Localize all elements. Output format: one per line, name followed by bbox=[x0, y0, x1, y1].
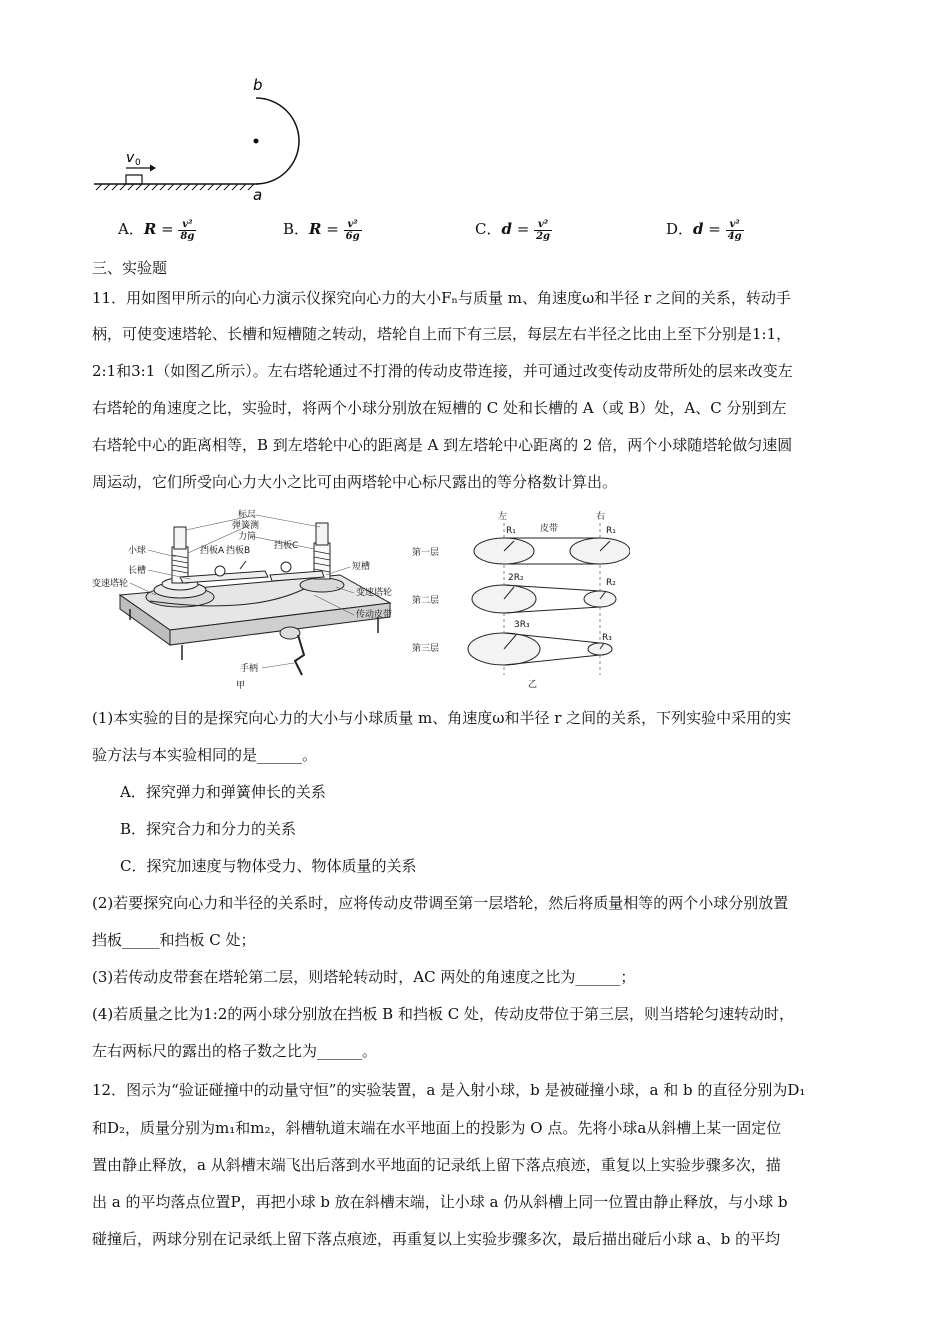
q12-line-4: 出 a 的平均落点位置P，再把小球 b 放在斜槽末端，让小球 a 仍从斜槽上同一位置由静止释放，与小球 b bbox=[92, 1193, 788, 1211]
q11-line-4: 右塔轮的角速度之比，实验时，将两个小球分别放在短槽的 C 处和长槽的 A（或 B）处，A、C 分别到左 bbox=[92, 399, 787, 417]
label-layer-2: 第二层 bbox=[412, 596, 440, 606]
label-r1-left: R₁ bbox=[506, 526, 516, 536]
label-a: a bbox=[253, 186, 263, 202]
label-r2-right: R₂ bbox=[606, 578, 616, 588]
q11-choice-c[interactable]: C．探究加速度与物体受力、物体质量的关系 bbox=[120, 857, 417, 875]
figure-track bbox=[90, 72, 320, 202]
q12-line-2: 和D₂，质量分别为m₁和m₂，斜槽轨道末端在水平地面上的投影为 O 点。先将小球a从斜槽上某一固定位 bbox=[92, 1119, 782, 1137]
q11-sub1-line-1: (1)本实验的目的是探究向心力的大小与小球质量 m、角速度ω和半径 r 之间的关系，下列实验中采用的实 bbox=[92, 709, 792, 727]
q11-line-3: 2:1和3:1（如图乙所示）。左右塔轮通过不打滑的传动皮带连接，并可通过改变传动皮带所处的层来改变左 bbox=[92, 362, 793, 380]
figure-jia-apparatus bbox=[90, 505, 410, 695]
figure-yi-pulleys bbox=[410, 505, 630, 695]
option-a[interactable]: A．R = $\frac{\text{v²}}{8g}$ bbox=[118, 218, 195, 242]
section-title: 三、实验题 bbox=[92, 259, 168, 277]
q11-line-5: 右塔轮中心的距离相等，B 到左塔轮中心的距离是 A 到左塔轮中心距离的 2 倍，两个小球随塔轮做匀速圆 bbox=[92, 436, 793, 454]
label-left: 左 bbox=[498, 512, 508, 522]
q11-sub4-line-2: 左右两标尺的露出的格子数之比为______。 bbox=[92, 1042, 378, 1060]
label-xiaoqiu: 小球 bbox=[128, 546, 147, 556]
label-duancao: 短槽 bbox=[352, 562, 371, 572]
q11-sub4-line-1: (4)若质量之比为1:2的两小球分别放在挡板 B 和挡板 C 处，传动皮带位于第三层，则当塔轮匀速转动时， bbox=[92, 1005, 794, 1023]
q11-line-2: 柄，可使变速塔轮、长槽和短槽随之转动，塔轮自上而下有三层，每层左右半径之比由上至下分别是1:1， bbox=[92, 325, 792, 343]
q12-line-5: 碰撞后，两球分别在记录纸上留下落点痕迹，再重复以上实验步骤多次，最后描出碰后小球 a、b 的平均 bbox=[92, 1230, 781, 1248]
label-right: 右 bbox=[596, 512, 606, 522]
label-dangban-b: 挡板B bbox=[226, 546, 251, 556]
q12-line-1: 12．图示为“验证碰撞中的动量守恒”的实验装置，a 是入射小球，b 是被碰撞小球，a 和 b 的直径分别为D₁ bbox=[92, 1081, 806, 1099]
label-dangban-c: 挡板C bbox=[274, 541, 299, 551]
label-shoubing: 手柄 bbox=[240, 664, 259, 674]
q11-choice-a[interactable]: A．探究弹力和弹簧伸长的关系 bbox=[120, 783, 326, 801]
label-changcao: 长槽 bbox=[128, 566, 147, 576]
option-d[interactable]: D．d = $\frac{\text{v²}}{4g}$ bbox=[666, 218, 742, 242]
label-r2-left: 2R₂ bbox=[508, 573, 524, 583]
label-biansu-left: 变速塔轮 bbox=[92, 579, 129, 589]
q11-line-1: 11．用如图甲所示的向心力演示仪探究向心力的大小Fₙ与质量 m、角速度ω和半径 r 之间的关系，转动手 bbox=[92, 289, 791, 307]
option-c[interactable]: C．d = $\frac{\text{v²}}{2g}$ bbox=[475, 218, 551, 242]
q11-choice-b[interactable]: B．探究合力和分力的关系 bbox=[120, 820, 297, 838]
label-dangban-a: 挡板A bbox=[200, 546, 225, 556]
label-biaochi: 标尺 bbox=[238, 510, 257, 520]
label-belt: 皮带 bbox=[540, 524, 559, 534]
label-chuandong: 传动皮带 bbox=[356, 610, 393, 620]
q11-sub3: (3)若传动皮带套在塔轮第二层，则塔轮转动时，AC 两处的角速度之比为______； bbox=[92, 968, 636, 986]
label-b: b bbox=[253, 76, 263, 94]
label-biansu-right: 变速塔轮 bbox=[356, 588, 393, 598]
q11-sub1-line-2: 验方法与本实验相同的是______。 bbox=[92, 746, 318, 764]
q12-line-3: 置由静止释放，a 从斜槽末端飞出后落到水平地面的记录纸上留下落点痕迹，重复以上实验步骤多次，描 bbox=[92, 1156, 781, 1174]
label-v0: v bbox=[126, 150, 135, 166]
q11-sub2-line-2: 挡板_____和挡板 C 处； bbox=[92, 931, 256, 949]
q11-line-6: 周运动，它们所受向心力大小之比可由两塔轮中心标尺露出的等分格数计算出。 bbox=[92, 473, 618, 491]
option-b[interactable]: B．R = $\frac{\text{v²}}{6g}$ bbox=[283, 218, 360, 242]
label-layer-1: 第一层 bbox=[412, 548, 440, 558]
label-layer-3: 第三层 bbox=[412, 644, 440, 654]
caption-yi: 乙 bbox=[528, 680, 538, 690]
label-v0-sub: 0 bbox=[135, 158, 141, 168]
label-tanhuang: 弹簧测 bbox=[232, 521, 260, 531]
label-r3-left: 3R₃ bbox=[514, 620, 530, 630]
label-lit: 力筒 bbox=[238, 532, 257, 542]
label-r3-right: R₃ bbox=[602, 633, 612, 643]
label-r1-right: R₁ bbox=[606, 526, 616, 536]
options-q10 bbox=[118, 214, 838, 244]
q11-sub2-line-1: (2)若要探究向心力和半径的关系时，应将传动皮带调至第一层塔轮，然后将质量相等的两个小球分别放置 bbox=[92, 894, 789, 912]
caption-jia: 甲 bbox=[236, 681, 246, 691]
